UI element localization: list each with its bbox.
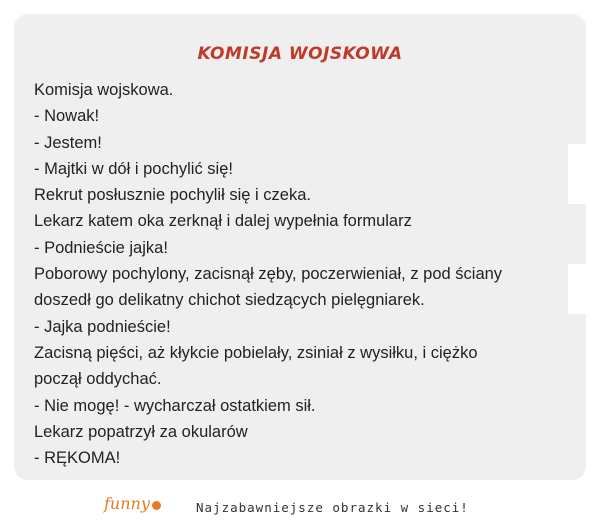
joke-line: - Majtki w dół i pochylić się!: [34, 159, 233, 178]
joke-text: [34, 77, 574, 471]
joke-line: - Jestem!: [34, 133, 102, 152]
joke-card: [14, 14, 586, 480]
joke-line: doszedł go delikatny chichot siedzących pielęgniarek.: [34, 291, 425, 310]
edge-mark: [568, 144, 586, 204]
joke-line: - RĘKOMA!: [34, 449, 121, 468]
joke-line: począł oddychać.: [34, 370, 162, 389]
site-logo[interactable]: [104, 494, 161, 513]
joke-line: Zacisną pięści, aż kłykcie pobielały, zsiniał z wysiłku, i ciężko: [34, 343, 478, 362]
logo-dot-icon: [152, 501, 161, 510]
site-tagline: Najzabawniejsze obrazki w sieci!: [196, 500, 469, 515]
joke-title: KOMISJA WOJSKOWA: [197, 44, 403, 64]
joke-line: - Jajka podnieście!: [34, 317, 171, 336]
joke-line: - Podnieście jajka!: [34, 238, 168, 257]
joke-line: - Nowak!: [34, 107, 100, 126]
joke-line: Poborowy pochylony, zacisnął zęby, poczerwieniał, z pod ściany: [34, 265, 503, 284]
joke-line: Rekrut posłusznie pochylił się i czeka.: [34, 186, 311, 205]
joke-line: Komisja wojskowa.: [34, 81, 174, 99]
edge-mark: [568, 264, 586, 314]
footer: [0, 480, 600, 532]
joke-line: Lekarz popatrzył za okularów: [34, 422, 248, 441]
joke-line: Lekarz katem oka zerknął i dalej wypełnia formularz: [34, 212, 412, 231]
joke-line: - Nie mogę! - wycharczał ostatkiem sił.: [34, 396, 316, 415]
logo-text: funny: [104, 494, 150, 513]
